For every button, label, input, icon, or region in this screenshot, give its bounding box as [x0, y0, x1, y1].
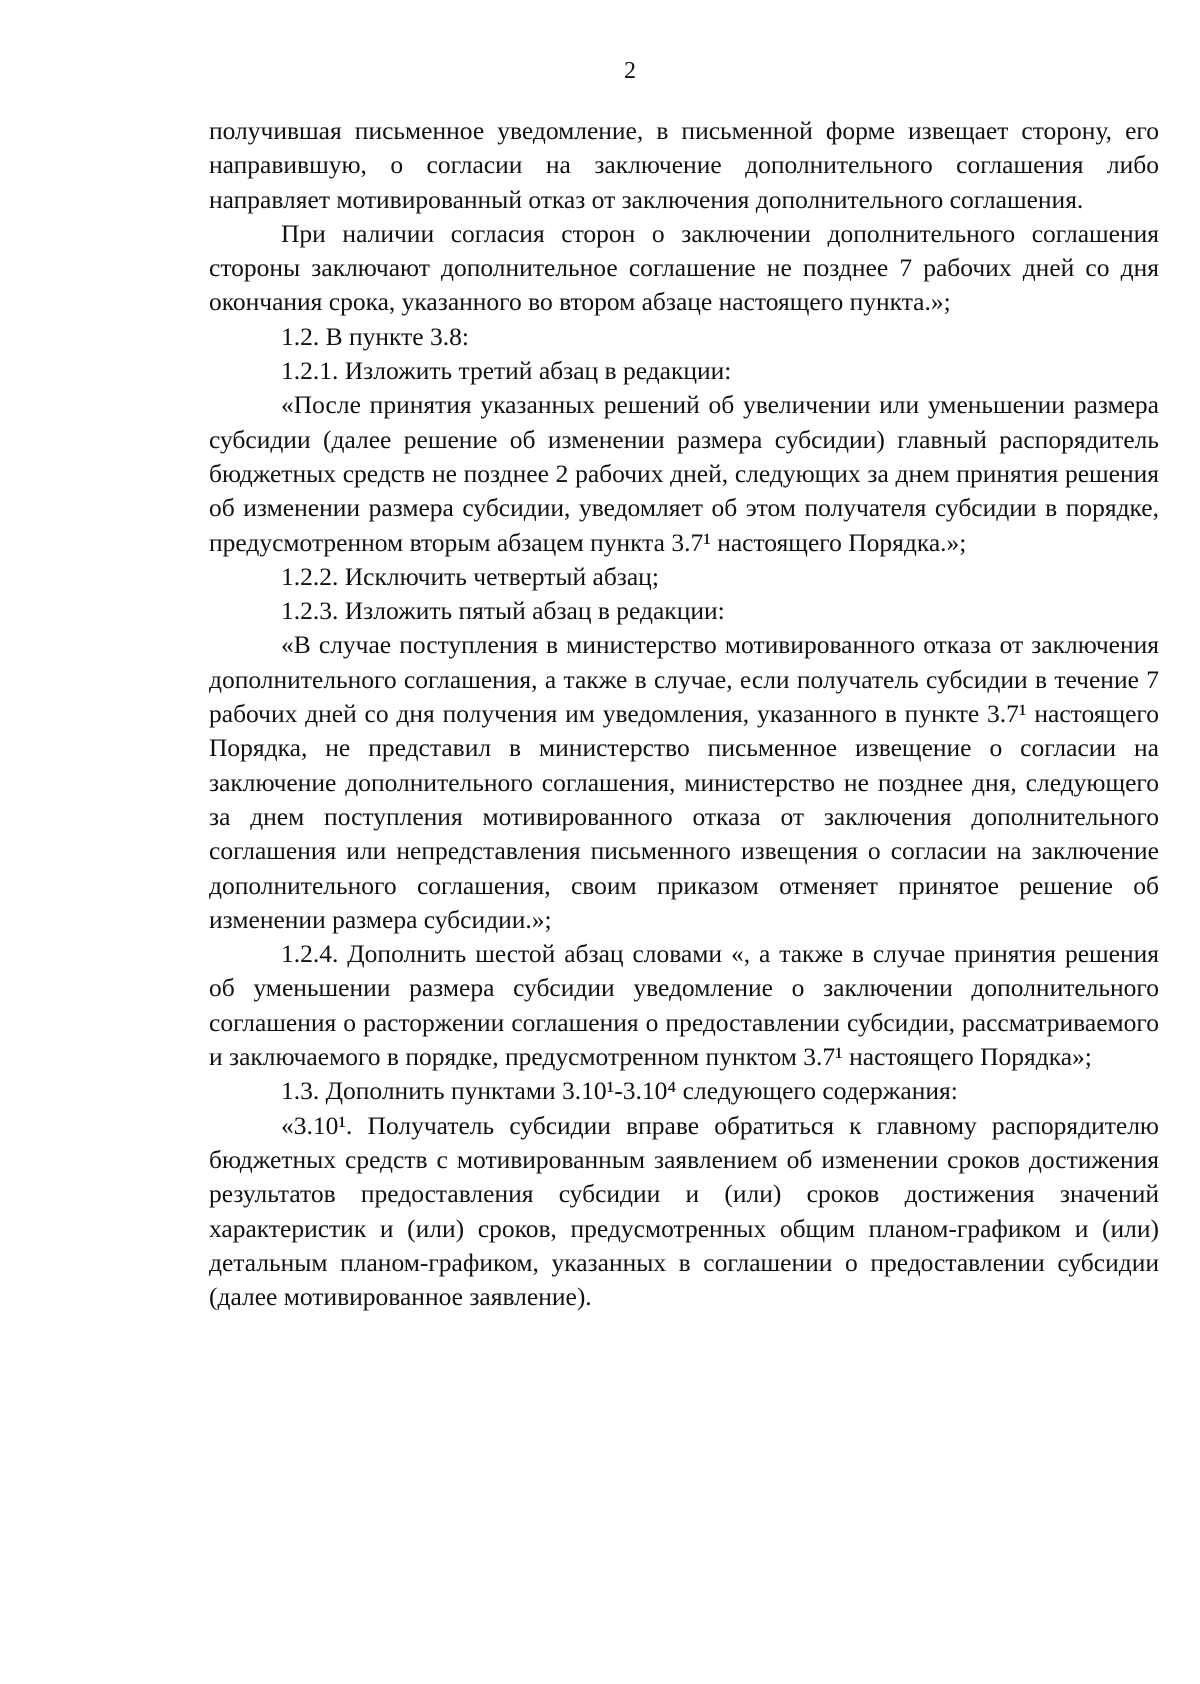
paragraph: При наличии согласия сторон о заключении дополнительного соглашения стороны заключают дополнительное соглашение не позднее 7 рабочих дней со дня окончания срока, указанного во втором абзаце настоящего пункта.»;	[209, 218, 1159, 317]
paragraph: «В случае поступления в министерство мотивированного отказа от заключения дополнительного соглашения, а также в случае, если получатель субсидии в течение 7 рабочих дней со дня получения им уведомления, указанного в пункте 3.7¹ настоящего Порядка, не представил в министерство письменное извещение о согласии на заключение дополнительного соглашения, министерство не позднее дня, следующего за днем поступления мотивированного отказа от заключения дополнительного соглашения или непредставления письменного извещения о согласии на заключение дополнительного соглашения, своим приказом отменяет принятое решение об изменении размера субсидии.»;	[209, 630, 1159, 934]
paragraph: «3.10¹. Получатель субсидии вправе обратиться к главному распорядителю бюджетных средств с мотивированным заявлением об изменении сроков достижения результатов предоставления субсидии и (или) сроков достижения значений характеристик и (или) сроков, предусмотренных общим планом-графиком и (или) детальным планом-графиком, указанных в соглашении о предоставлении субсидии (далее мотивированное заявление).	[209, 1110, 1159, 1312]
paragraph: 1.3. Дополнить пунктами 3.10¹-3.10⁴ следующего содержания:	[281, 1076, 958, 1106]
paragraph: 1.2.3. Изложить пятый абзац в редакции:	[281, 596, 725, 626]
page-number: 2	[624, 58, 636, 84]
paragraph: получившая письменное уведомление, в письменной форме извещает сторону, его направившую, о согласии на заключение дополнительного соглашения либо направляет мотивированный отказ от заключения дополнительного соглашения.	[209, 116, 1159, 214]
paragraph: «После принятия указанных решений об увеличении или уменьшении размера субсидии (далее решение об изменении размера субсидии) главный распорядитель бюджетных средств не позднее 2 рабочих дней, следующих за днем принятия решения об изменении размера субсидии, уведомляет об этом получателя субсидии в порядке, предусмотренном вторым абзацем пункта 3.7¹ настоящего Порядка.»;	[209, 390, 1159, 557]
paragraph: 1.2.1. Изложить третий абзац в редакции:	[281, 356, 732, 386]
paragraph: 1.2. В пункте 3.8:	[281, 321, 469, 351]
paragraph: 1.2.2. Исключить четвертый абзац;	[281, 561, 659, 591]
document-body	[209, 114, 1159, 1314]
paragraph: 1.2.4. Дополнить шестой абзац словами «, а также в случае принятия решения об уменьшении размера субсидии уведомление о заключении дополнительного соглашения о расторжении соглашения о предоставлении субсидии, рассматриваемого и заключаемого в порядке, предусмотренном пунктом 3.7¹ настоящего Порядка»;	[209, 939, 1159, 1072]
